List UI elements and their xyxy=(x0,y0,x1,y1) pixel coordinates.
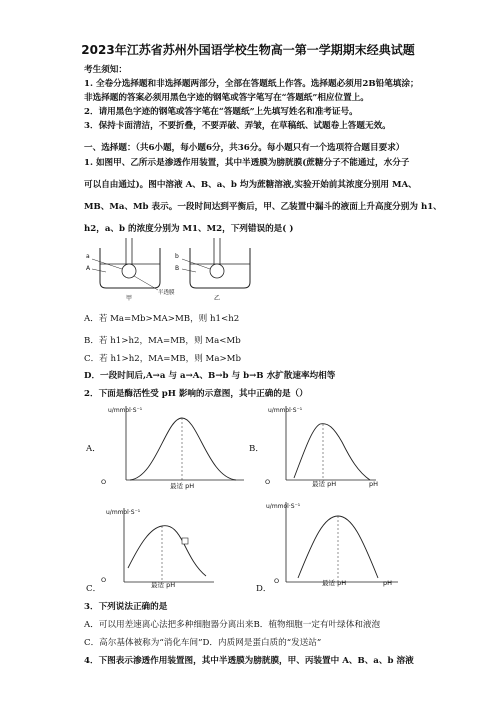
graph-b xyxy=(258,402,398,482)
q4-text: 4．下图表示渗透作用装置图，其中半透膜为膀胱膜，甲、丙装置中 A、B、a、b 溶液 xyxy=(84,656,414,666)
graph-c-ylabel: u/mmol·S⁻¹ xyxy=(106,509,141,516)
notice-item-1-cont: 非选择题的答案必须用黑色字迹的钢笔或答字笔写在“答题纸”相应位置上。 xyxy=(84,93,369,103)
graph-a-xlabel: 最适 pH xyxy=(170,482,195,490)
graph-d xyxy=(258,498,408,583)
q2-option-b: B． xyxy=(249,444,264,454)
q1-line-4: h2，a、b 的浓度分别为 M1、M2，下列错误的是( ) xyxy=(84,224,294,234)
graph-c-xlabel: 最适 pH xyxy=(151,581,176,589)
label-b: b xyxy=(175,253,179,260)
graph-b-ylabel: u/mmol·S⁻¹ xyxy=(268,407,303,414)
q3-options-1: A．可以用差速离心法把多种细胞器分离出来B．植物细胞一定有叶绿体和液泡 xyxy=(84,620,381,630)
q1-option-a: A．若 Ma=Mb>MA>MB，则 h1<h2 xyxy=(84,314,240,324)
membrane-label: 半透膜 xyxy=(158,290,175,296)
label-yi: 乙 xyxy=(214,295,221,302)
graph-b-origin: O xyxy=(265,478,271,486)
q1-line-1: 1. 如图甲、乙所示是渗透作用装置，其中半透膜为膀胱膜(蔗糖分子不能通过，水分子 xyxy=(84,158,410,168)
graph-a xyxy=(96,402,246,482)
graph-d-xlabel: 最适 pH xyxy=(322,579,347,587)
label-a: a xyxy=(86,253,90,260)
q3-text: 3．下列说法正确的是 xyxy=(84,602,168,612)
page-title: 2023年江苏省苏州外国语学校生物高一第一学期期末经典试题 xyxy=(81,43,415,57)
graph-c xyxy=(96,504,246,584)
q2-option-c: C． xyxy=(86,584,102,594)
osmosis-figure xyxy=(86,238,286,303)
graph-b-ph: pH xyxy=(369,480,379,488)
graph-b-xlabel: 最适 pH xyxy=(312,480,337,488)
q3-options-2: C．高尔基体被称为“消化车间”D．内质网是蛋白质的“发送站” xyxy=(84,638,322,648)
apparatus-jia xyxy=(86,238,160,302)
q2-option-a: A． xyxy=(86,444,101,454)
notice-heading: 考生须知： xyxy=(84,65,127,75)
notice-item-2: 2．请用黑色字迹的钢笔或答字笔在“答题纸”上先填写姓名和准考证号。 xyxy=(84,107,358,117)
q1-line-3: MB、Ma、Mb 表示。一段时间达到平衡后，甲、乙装置中漏斗的液面上升高度分别为 h1、 xyxy=(84,202,442,212)
section-heading: 一、选择题：（共6小题，每小题6分，共36分。每小题只有一个选项符合题目要求） xyxy=(84,143,405,153)
label-B: B xyxy=(175,265,180,272)
graph-d-ylabel: u/mmol·S⁻¹ xyxy=(266,503,301,510)
label-jia: 甲 xyxy=(126,295,133,302)
q2-text: 2．下面是酶活性受 pH 影响的示意图，其中正确的是（） xyxy=(84,389,308,399)
notice-item-3: 3．保持卡面清洁，不要折叠，不要弄破、弄皱，在草稿纸、试题卷上答题无效。 xyxy=(84,121,391,131)
notice-item-1: 1. 全卷分选择题和非选择题两部分，全部在答题纸上作答。选择题必须用2B铅笔填涂； xyxy=(84,79,419,89)
graph-a-origin: O xyxy=(101,478,107,486)
q1-option-b: B．若 h1>h2，MA=MB，则 Ma<Mb xyxy=(84,336,241,346)
graph-a-ylabel: u/mmol·S⁻¹ xyxy=(108,407,143,414)
graph-c-origin: O xyxy=(101,576,107,584)
q1-line-2: 可以自由通过)。图中溶液 A、B、a、b 均为蔗糖溶液,实验开始前其浓度分别用 MA、 xyxy=(84,180,417,190)
q1-option-d: D．一段时间后,A→a 与 a→A、B→b 与 b→B 水扩散速率均相等 xyxy=(84,371,336,381)
q1-option-c: C．若 h1>h2，MA=MB，则 Ma>Mb xyxy=(84,354,241,364)
graph-d-origin: O xyxy=(274,577,280,585)
q2-option-d: D． xyxy=(256,584,272,594)
apparatus-yi xyxy=(175,238,250,302)
label-A: A xyxy=(86,265,91,272)
graph-d-ph: pH xyxy=(383,579,393,587)
